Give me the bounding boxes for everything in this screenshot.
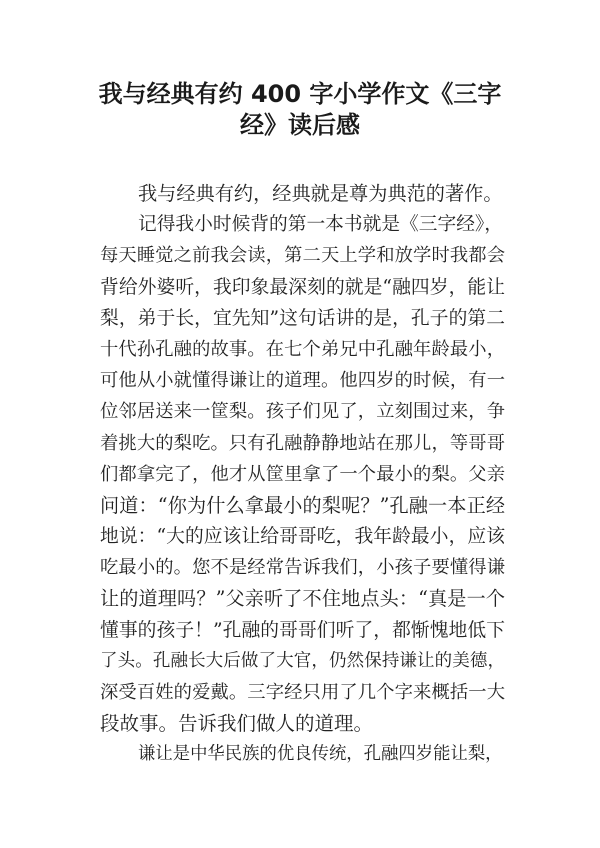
paragraph-2-line: 们都拿完了，他才从筐里拿了一个最小的梨。父亲 bbox=[100, 463, 505, 485]
paragraph-2-line: 位邻居送来一筐梨。孩子们见了，立刻围过来，争 bbox=[100, 401, 505, 423]
title-line-2: 经》读后感 bbox=[240, 111, 360, 140]
paragraph-2-line: 梨，弟于长，宜先知”这句话讲的是，孔子的第二 bbox=[100, 307, 505, 329]
paragraph-1-line: 我与经典有约，经典就是尊为典范的著作。 bbox=[138, 182, 503, 205]
paragraph-2-line: 深受百姓的爱戴。三字经只用了几个字来概括一大 bbox=[100, 682, 505, 703]
paragraph-2-line: 每天睡觉之前我会读，第二天上学和放学时我都会 bbox=[100, 245, 505, 267]
paragraph-2-line: 吃最小的。您不是经常告诉我们，小孩子要懂得谦 bbox=[100, 557, 505, 579]
paragraph-2-line: 懂事的孩子！”孔融的哥哥们听了，都惭愧地低下 bbox=[100, 619, 505, 641]
paragraph-2-line: 记得我小时候背的第一本书就是《三字经》， bbox=[138, 214, 504, 236]
paragraph-2-line: 着挑大的梨吃。只有孔融静静地站在那儿，等哥哥 bbox=[100, 432, 505, 454]
title-line-1: 我与经典有约 400 字小学作文《三字 bbox=[98, 80, 502, 108]
paragraph-3-line: 谦让是中华民族的优良传统，孔融四岁能让梨， bbox=[138, 744, 503, 765]
paragraph-2-line: 背给外婆听，我印象最深刻的就是“融四岁，能让 bbox=[100, 276, 505, 298]
document-title bbox=[90, 76, 510, 138]
paragraph-2-line: 十代孙孔融的故事。在七个弟兄中孔融年龄最小， bbox=[100, 338, 505, 360]
essay-body bbox=[100, 178, 505, 771]
paragraph-2-line: 问道：“你为什么拿最小的梨呢？”孔融一本正经 bbox=[100, 493, 505, 517]
paragraph-2-line: 地说：“大的应该让给哥哥吃，我年龄最小，应该 bbox=[100, 526, 505, 548]
paragraph-2-line: 段故事。告诉我们做人的道理。 bbox=[100, 712, 374, 736]
paragraph-2-line: 了头。孔融长大后做了大官，仍然保持谦让的美德， bbox=[100, 650, 505, 671]
paragraph-2-line: 让的道理吗？”父亲听了不住地点头：“真是一个 bbox=[100, 587, 505, 611]
paragraph-2-line: 可他从小就懂得谦让的道理。他四岁的时候，有一 bbox=[100, 370, 505, 392]
